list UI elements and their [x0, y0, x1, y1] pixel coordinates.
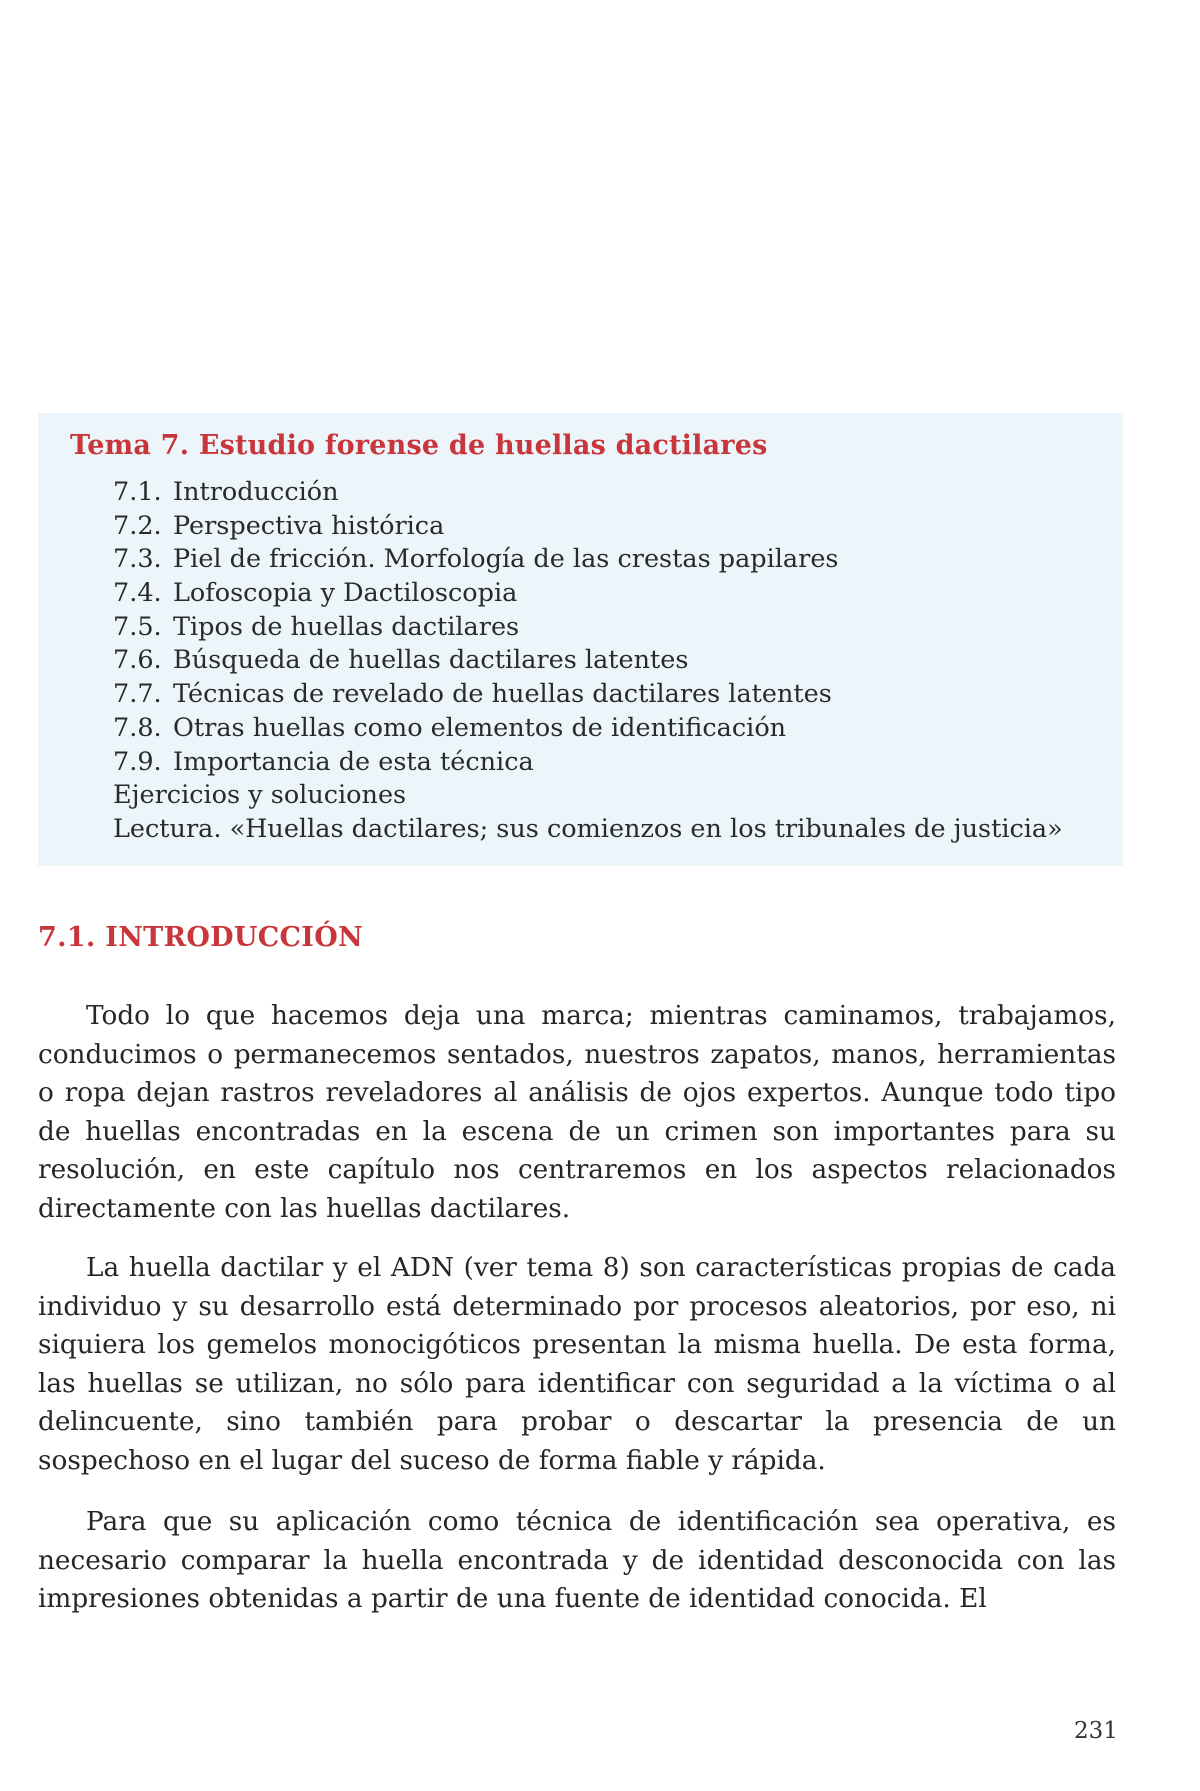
contents-item: [113, 476, 1063, 510]
body-paragraph: La huella dactilar y el ADN (ver tema 8) son características propias de cada individuo y su desarrollo está determinado por procesos aleatorios, por eso, ni siquiera los gemelos monocigóticos presentan la misma huella. De esta forma, las huellas se utilizan, no sólo para identificar con seguridad a la víctima o al delincuente, sino también para probar o descartar la presencia de un sospechoso en el lugar del suceso de forma fiable y rápida.: [38, 1253, 1116, 1476]
contents-item-label: Otras huellas como elementos de identificación: [173, 712, 787, 743]
contents-list: [113, 476, 1063, 847]
body-paragraph: Para que su aplicación como técnica de identificación sea operativa, es necesario comparar la huella encontrada y de identidad desconocida con las impresiones obtenidas a partir de una fuente de identidad conocida. El: [38, 1507, 1116, 1615]
contents-exercises: Ejercicios y soluciones: [113, 780, 407, 811]
contents-item-number: 7.3.: [113, 544, 162, 575]
contents-item-number: 7.8.: [113, 712, 162, 743]
contents-item: [113, 678, 1063, 712]
contents-reading: Lectura. «Huellas dactilares; sus comienzos en los tribunales de justicia»: [113, 813, 1063, 844]
contents-item-number: 7.4.: [113, 578, 162, 609]
contents-item: [113, 644, 1063, 678]
contents-item: [113, 510, 1063, 544]
section-heading: 7.1. INTRODUCCIÓN: [38, 922, 363, 953]
contents-item-label: Técnicas de revelado de huellas dactilares latentes: [173, 679, 832, 710]
contents-item-label: Tipos de huellas dactilares: [173, 611, 520, 642]
contents-item-label: Búsqueda de huellas dactilares latentes: [173, 645, 689, 676]
contents-item: [113, 577, 1063, 611]
contents-item: [113, 543, 1063, 577]
page-number: 231: [1074, 1718, 1118, 1744]
contents-item-label: Introducción: [173, 477, 339, 507]
contents-item-label: Piel de fricción. Morfología de las crestas papilares: [173, 544, 839, 575]
contents-item: [113, 746, 1063, 780]
body-paragraph: Todo lo que hacemos deja una marca; mientras caminamos, trabajamos, conducimos o permanecemos sentados, nuestros zapatos, manos, herramientas o ropa dejan rastros reveladores al análisis de ojos expertos. Aunque todo tipo de huellas encontradas en la escena de un crimen son importantes para su resolución, en este capítulo nos centraremos en los aspectos relacionados directamente con las huellas dactilares.: [38, 1001, 1116, 1224]
contents-item-number: 7.2.: [113, 510, 162, 541]
contents-item-number: 7.9.: [113, 746, 162, 777]
contents-item: [113, 712, 1063, 746]
contents-item-label: Lofoscopia y Dactiloscopia: [173, 578, 518, 609]
contents-item-number: 7.5.: [113, 611, 162, 642]
contents-item-number: 7.1.: [113, 477, 162, 507]
contents-item: [113, 611, 1063, 645]
contents-item-number: 7.6.: [113, 645, 162, 676]
contents-item-number: 7.7.: [113, 679, 162, 710]
contents-item-label: Importancia de esta técnica: [173, 746, 534, 777]
chapter-title: Tema 7. Estudio forense de huellas dactilares: [70, 430, 768, 461]
contents-item-label: Perspectiva histórica: [173, 510, 445, 541]
